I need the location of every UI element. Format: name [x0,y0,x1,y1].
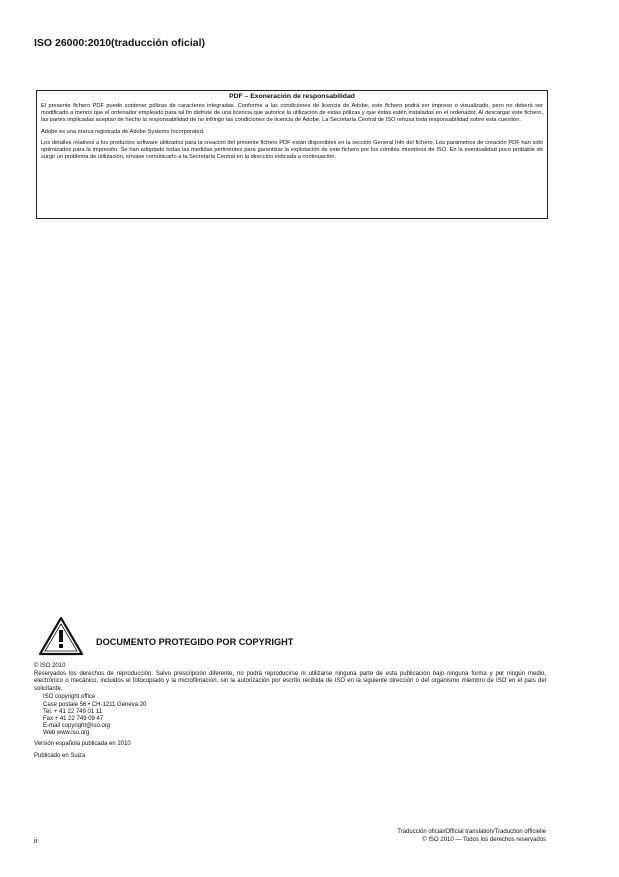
page-number: ii [34,838,38,845]
disclaimer-paragraph: El presente fichero PDF puede contener pólizas de caracteres integradas. Conforme a las condiciones de licencia de Adobe, este fichero podrá ser impreso o visualizado, pero no deberá ser modificado a menos que el ordenador empleado para tal fin disfrute de una licencia que autorice la utilización de estas pólizas y que éstas estén instaladas en el ordenador. Al descargar este fichero, las partes implicadas aceptan de hecho la responsabilidad de no infringir las condiciones de licencia de Adobe. La Secretaría Central de ISO rehusa toda responsabilidad sobre esta cuestión. [41,103,543,124]
published-version: Versión española publicada en 2010 [34,740,131,747]
warning-triangle-icon [38,616,84,656]
web-line: Web www.iso.org [43,730,90,737]
address-line: Tel. + 41 22 749 01 11 [43,708,103,715]
copyright-rights-text: Reservados los derechos de reproducción. Salvo prescripción diferente, no podrá reproducirse ni utilizarse ninguna parte de esta publicación bajo ninguna forma y por ningún medio, electrónico o mecánico, incluidos el fotocopiado y la microfilmación, sin la autorización por escrito recibida de ISO en la siguiente dirección o del organismo miembro de ISO en el país del solicitante. [34,670,546,692]
copyright-notice: © ISO 2010 [34,663,66,669]
published-location: Publicado en Suiza [34,753,86,760]
copyright-section [34,663,546,761]
disclaimer-paragraph: Los detalles relativos a los productos software utilizados para la creación del presente fichero PDF están disponibles en la sección General Info del fichero. Los parámetros de creación PDF han sido optimizados para la impresión. Se han adoptado todas las medidas pertinentes para garantizar la explotación de este fichero por los comités miembros de ISO. En la eventualidad poco probable de surgir un problema de utilización, sírvase comunicarlo a la Secretaría Central en la dirección indicada a continuación. [41,139,543,161]
footer-copyright-line: © ISO 2010 — Todos los derechos reservados [422,836,546,843]
email-line: E-mail copyright@iso.org [43,723,111,730]
address-line: ISO copyright office [43,694,96,701]
address-line: Fax + 41 22 749 09 47 [43,715,104,722]
footer-translation-line: Traducción oficial/Official translation/Traduction officielle [397,829,546,835]
page-title: ISO 26000:2010(traducción oficial) [34,37,205,49]
iso-address-block [34,694,546,737]
disclaimer-paragraph: Adobe es una marca registrada de Adobe Systems Incorporated. [41,128,205,135]
copyright-title: DOCUMENTO PROTEGIDO POR COPYRIGHT [96,637,294,647]
disclaimer-title: PDF – Exoneración de responsabilidad [229,93,355,100]
footer-rights [397,829,546,845]
pdf-disclaimer-box [36,90,548,219]
address-line: Case postale 56 • CH-1211 Geneva 20 [43,701,147,708]
